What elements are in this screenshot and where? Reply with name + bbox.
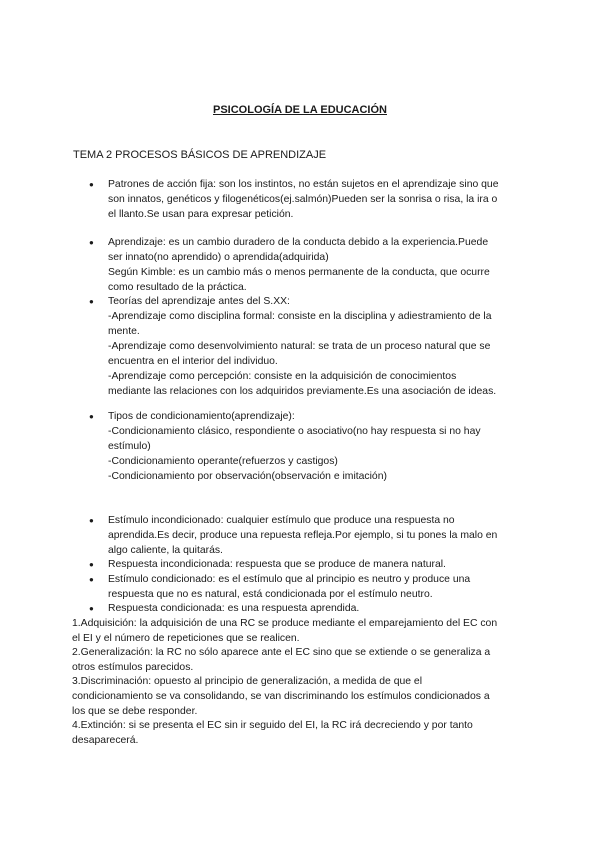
text-line: estímulo) bbox=[108, 441, 151, 452]
text-line: aprendida.Es decir, produce una repuesta refleja.Por ejemplo, si tu pones la malo en bbox=[108, 530, 498, 541]
text-line: como resultado de la práctica. bbox=[108, 282, 247, 293]
bullet-item-learning-theories bbox=[108, 294, 538, 399]
text-line: -Condicionamiento por observación(observación e imitación) bbox=[108, 471, 387, 482]
text-line: Respuesta condicionada: es una respuesta aprendida. bbox=[108, 603, 360, 614]
text-line: 1.Adquisición: la adquisición de una RC se produce mediante el emparejamiento del EC con bbox=[72, 618, 498, 629]
text-line: 2.Generalización: la RC no sólo aparece ante el EC sino que se extiende o se generaliza a bbox=[72, 647, 491, 658]
bullet-icon: ● bbox=[89, 297, 94, 306]
text-line: el EI y el número de repeticiones que se realicen. bbox=[72, 633, 300, 644]
text-line: ser innato(no aprendido) o aprendida(adquirida) bbox=[108, 252, 329, 263]
text-line: desaparecerá. bbox=[72, 735, 139, 746]
text-line: Teorías del aprendizaje antes del S.XX: bbox=[108, 296, 290, 307]
bullet-item-learning bbox=[108, 235, 538, 295]
text-line: Tipos de condicionamiento(aprendizaje): bbox=[108, 411, 295, 422]
bullet-icon: ● bbox=[89, 575, 94, 584]
bullet-icon: ● bbox=[89, 560, 94, 569]
text-line: -Aprendizaje como disciplina formal: consiste en la disciplina y adiestramiento de la bbox=[108, 311, 492, 322]
bullet-icon: ● bbox=[89, 516, 94, 525]
text-line: encuentra en el interior del individuo. bbox=[108, 356, 278, 367]
text-line: 3.Discriminación: opuesto al principio de generalización, a medida de que el bbox=[72, 676, 423, 687]
bullet-icon: ● bbox=[89, 238, 94, 247]
text-line: -Aprendizaje como desenvolvimiento natural: se trata de un proceso natural que se bbox=[108, 341, 491, 352]
document-title: PSICOLOGÍA DE LA EDUCACIÓN bbox=[213, 104, 387, 116]
text-line: los que se debe responder. bbox=[72, 706, 198, 717]
bullet-icon: ● bbox=[89, 604, 94, 613]
text-line: Respuesta incondicionada: respuesta que se produce de manera natural. bbox=[108, 559, 446, 570]
text-line: 4.Extinción: si se presenta el EC sin ir seguido del EI, la RC irá decreciendo y por tanto bbox=[72, 720, 473, 731]
text-line: respuesta que no es natural, está condicionada por el estímulo neutro. bbox=[108, 589, 433, 600]
text-line: mente. bbox=[108, 326, 140, 337]
text-line: otros estímulos parecidos. bbox=[72, 662, 194, 673]
bullet-item-unconditioned-stimulus bbox=[108, 513, 538, 558]
numbered-item-extinction bbox=[72, 718, 532, 748]
numbered-item-generalization bbox=[72, 645, 532, 675]
bullet-item-conditioning-types bbox=[108, 409, 538, 484]
text-line: mediante las relaciones con los adquiridos previamente.Es una asociación de ideas. bbox=[108, 386, 497, 397]
bullet-icon: ● bbox=[89, 412, 94, 421]
text-line: Patrones de acción fija: son los instintos, no están sujetos en el aprendizaje sino que bbox=[108, 179, 499, 190]
bullet-item-conditioned-response bbox=[108, 601, 538, 616]
bullet-item-conditioned-stimulus bbox=[108, 572, 538, 602]
bullet-item-unconditioned-response bbox=[108, 557, 538, 572]
bullet-item-fixed-action-patterns bbox=[108, 177, 538, 222]
text-line: algo caliente, la quitarás. bbox=[108, 545, 223, 556]
text-line: -Condicionamiento operante(refuerzos y castigos) bbox=[108, 456, 338, 467]
text-line: el llanto.Se usan para expresar petición. bbox=[108, 209, 294, 220]
text-line: Estímulo condicionado: es el estímulo que al principio es neutro y produce una bbox=[108, 574, 471, 585]
bullet-icon: ● bbox=[89, 180, 94, 189]
text-line: -Aprendizaje como percepción: consiste en la adquisición de conocimientos bbox=[108, 371, 457, 382]
text-line: son innatos, genéticos y filogenéticos(ej.salmón)Pueden ser la sonrisa o risa, la ira o bbox=[108, 194, 498, 205]
text-line: Estímulo incondicionado: cualquier estímulo que produce una respuesta no bbox=[108, 515, 455, 526]
numbered-item-discrimination bbox=[72, 674, 532, 719]
numbered-item-acquisition bbox=[72, 616, 532, 646]
text-line: Aprendizaje: es un cambio duradero de la conducta debido a la experiencia.Puede bbox=[108, 237, 489, 248]
text-line: -Condicionamiento clásico, respondiente o asociativo(no hay respuesta si no hay bbox=[108, 426, 481, 437]
text-line: Según Kimble: es un cambio más o menos permanente de la conducta, que ocurre bbox=[108, 267, 490, 278]
text-line: condicionamiento se va consolidando, se van discriminando los estímulos condicionados a bbox=[72, 691, 490, 702]
topic-heading: TEMA 2 PROCESOS BÁSICOS DE APRENDIZAJE bbox=[73, 149, 327, 161]
